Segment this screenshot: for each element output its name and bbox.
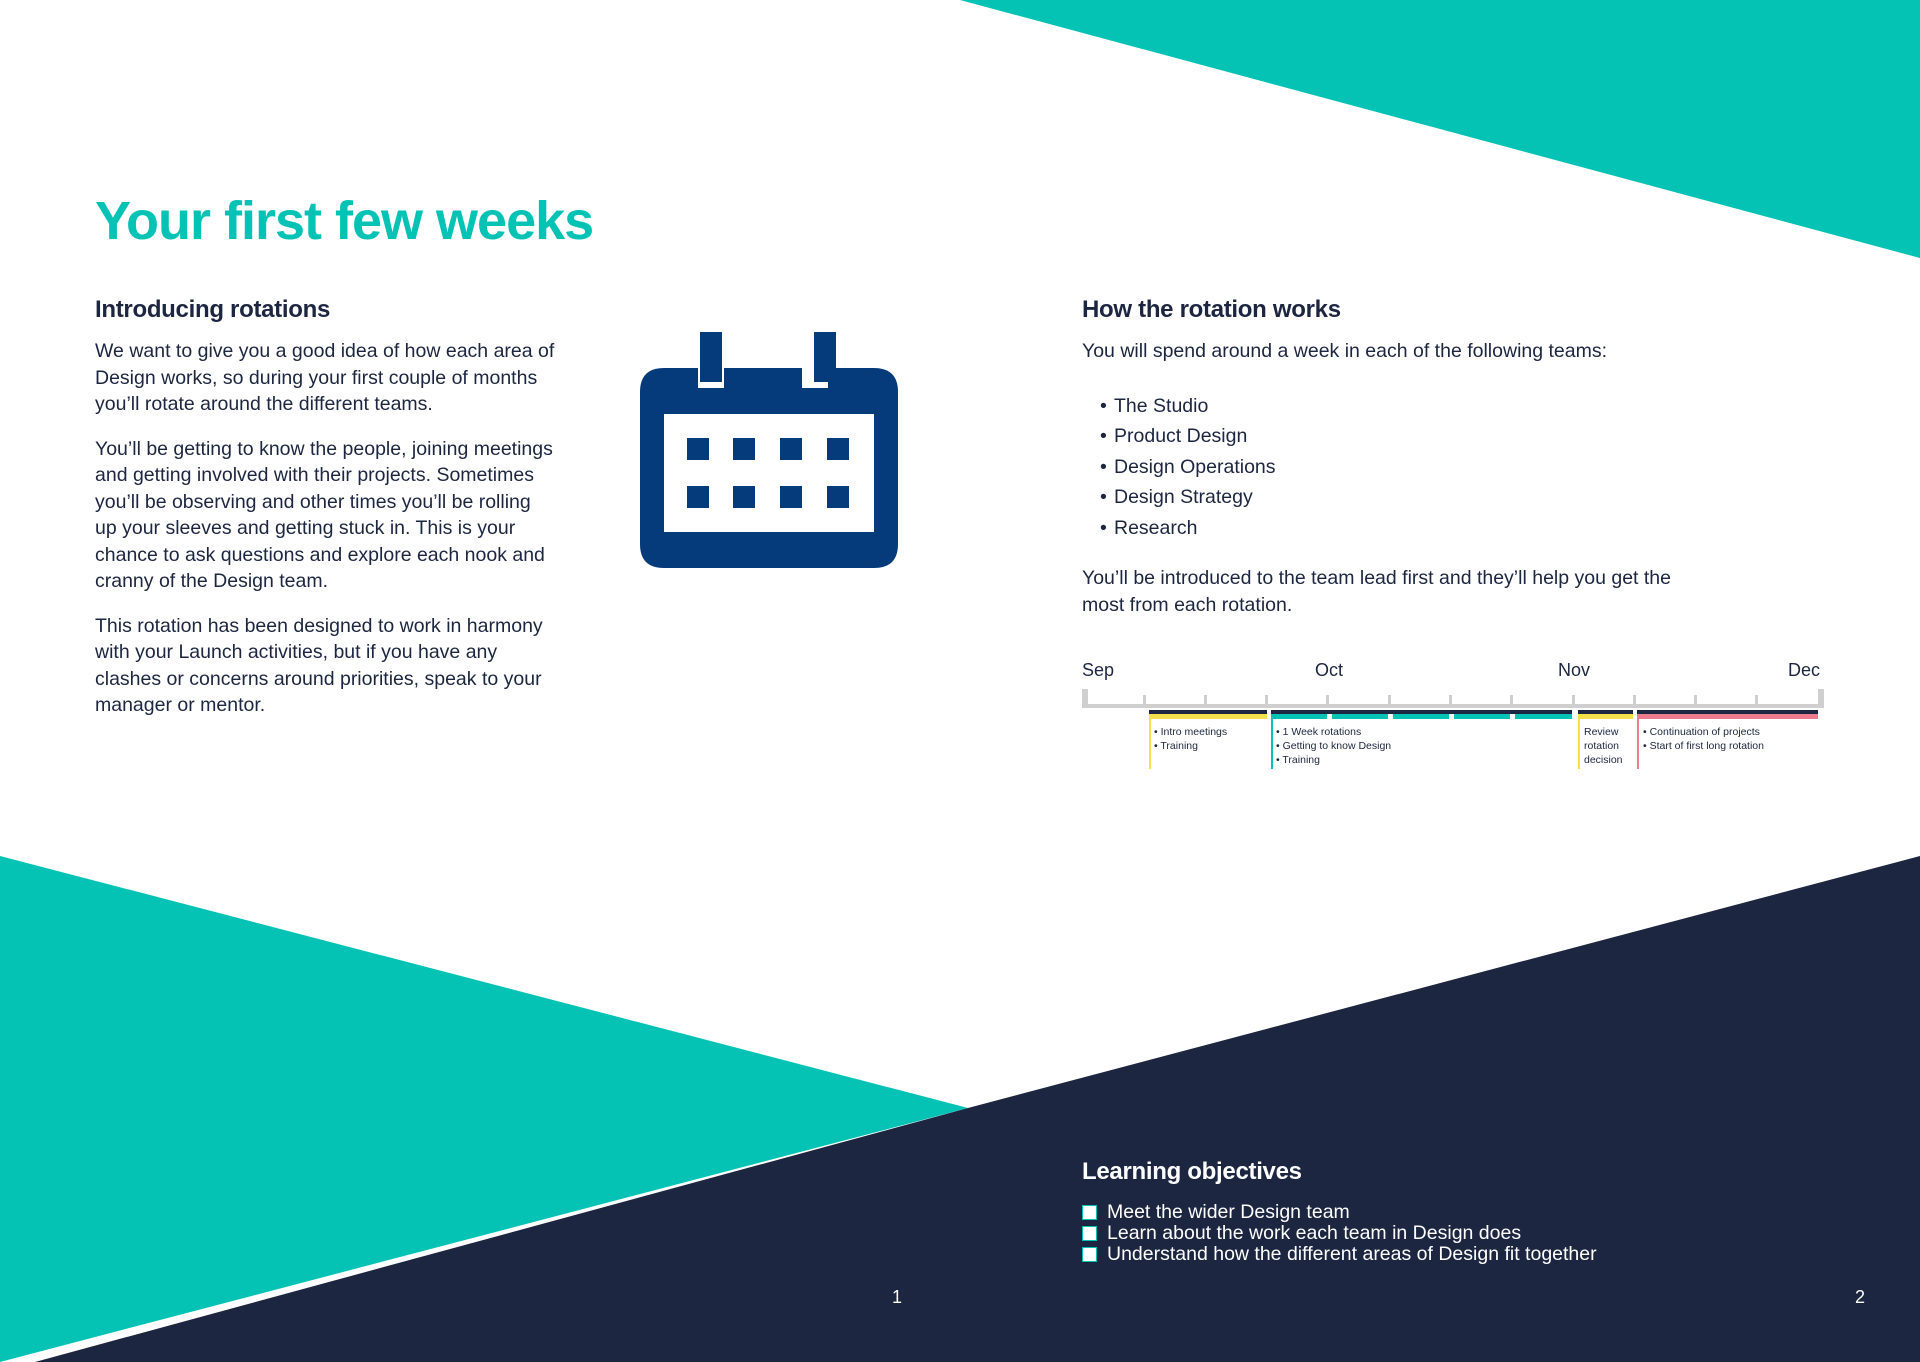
list-item: • Design Strategy bbox=[1100, 482, 1722, 513]
rotation-section bbox=[1082, 296, 1722, 618]
checkbox[interactable] bbox=[1082, 1247, 1097, 1262]
intro-body bbox=[95, 338, 555, 719]
rotation-heading: How the rotation works bbox=[1082, 296, 1341, 323]
phase-note: rotation bbox=[1584, 740, 1620, 752]
top-right-teal-shape bbox=[960, 0, 1920, 258]
phase-note: • Intro meetings bbox=[1154, 726, 1228, 738]
phase-note: • Training bbox=[1154, 740, 1198, 752]
calendar-icon bbox=[640, 332, 898, 568]
phase-note: • Start of first long rotation bbox=[1643, 740, 1764, 752]
checkbox[interactable] bbox=[1082, 1205, 1097, 1220]
phase-note: • 1 Week rotations bbox=[1276, 726, 1362, 738]
list-item bbox=[1082, 1202, 1722, 1223]
list-item: • The Studio bbox=[1100, 391, 1722, 422]
phase-note: • Getting to know Design bbox=[1276, 740, 1392, 752]
objective-label: Meet the wider Design team bbox=[1107, 1201, 1350, 1223]
checkbox[interactable] bbox=[1082, 1226, 1097, 1241]
intro-paragraph: You’ll be getting to know the people, joining meetings and getting involved with their projects. Sometimes you’ll be observing and other times you’ll be rolling up your sleeves and getting stuck in. This is your chance to ask questions and explore each nook and cranny of the Design team. bbox=[95, 437, 553, 592]
month-label: Sep bbox=[1082, 660, 1115, 680]
intro-paragraph: This rotation has been designed to work in harmony with your Launch activities, but if you have any clashes or concerns around priorities, speak to your manager or mentor. bbox=[95, 614, 543, 716]
page-number-left: 1 bbox=[892, 1287, 903, 1307]
month-label: Nov bbox=[1557, 660, 1591, 680]
objective-label: Learn about the work each team in Design does bbox=[1107, 1222, 1522, 1244]
phase-note: • Continuation of projects bbox=[1643, 726, 1760, 738]
list-item: • Product Design bbox=[1100, 421, 1722, 452]
list-item: • Design Operations bbox=[1100, 452, 1722, 483]
objective-label: Understand how the different areas of Design fit together bbox=[1107, 1243, 1597, 1265]
list-item: • Research bbox=[1100, 513, 1722, 544]
month-label: Dec bbox=[1787, 660, 1820, 680]
objectives-heading: Learning objectives bbox=[1082, 1158, 1302, 1185]
intro-heading: Introducing rotations bbox=[95, 296, 331, 323]
timeline-axis bbox=[1082, 704, 1823, 708]
rotation-intro: You will spend around a week in each of the following teams: bbox=[1082, 340, 1608, 362]
page-number-right: 2 bbox=[1855, 1287, 1866, 1307]
learning-objectives bbox=[1082, 1158, 1722, 1265]
page-title: Your first few weeks bbox=[95, 191, 594, 251]
team-list bbox=[1082, 391, 1722, 544]
month-label: Oct bbox=[1314, 660, 1344, 680]
intro-section bbox=[95, 296, 555, 737]
phase-note: Review bbox=[1584, 726, 1619, 738]
phase-note: decision bbox=[1584, 754, 1623, 766]
list-item bbox=[1082, 1244, 1722, 1265]
intro-paragraph: We want to give you a good idea of how each area of Design works, so during your first couple of months you’ll rotate around the different teams. bbox=[95, 340, 555, 415]
rotation-timeline bbox=[1082, 655, 1827, 775]
rotation-outro: You’ll be introduced to the team lead first and they’ll help you get the most from each rotation. bbox=[1082, 567, 1671, 616]
list-item bbox=[1082, 1223, 1722, 1244]
phase-note: • Training bbox=[1276, 754, 1320, 766]
